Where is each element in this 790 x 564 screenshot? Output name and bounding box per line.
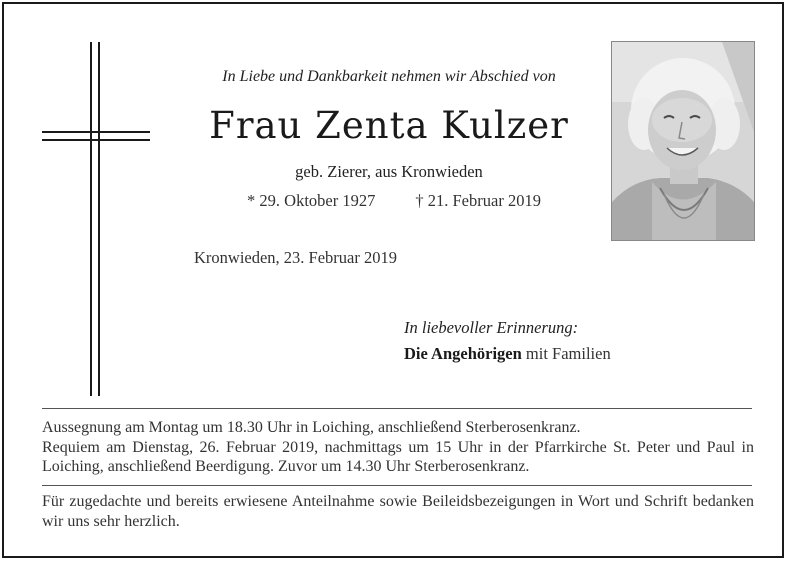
family-line [404, 344, 611, 364]
place-and-date: Kronwieden, 23. Februar 2019 [194, 248, 397, 267]
services-text [42, 418, 754, 477]
portrait-illustration [612, 42, 754, 240]
service-requiem: Requiem am Dienstag, 26. Februar 2019, nachmittags um 15 Uhr in der Pfarrkirche St. Peter und Paul in Loiching, anschließend Beerdigung. Zuvor um 14.30 Uhr Sterberosenkranz. [42, 438, 754, 475]
cross-vertical-line [90, 42, 92, 396]
portrait-photo [611, 41, 755, 241]
maiden-name: geb. Zierer, aus Kronwieden [295, 162, 483, 181]
family-bold: Die Angehörigen [404, 344, 522, 363]
family-rest: mit Familien [521, 344, 611, 363]
cross-horizontal-line [42, 139, 150, 141]
life-dates [184, 191, 604, 211]
divider-line [42, 485, 752, 486]
thanks-paragraph: Für zugedachte und bereits erwiesene Anteilnahme sowie Beileidsbezeigungen in Wort und Schrift bedanken wir uns sehr herzlich. [42, 493, 754, 530]
service-consecration: Aussegnung am Montag um 18.30 Uhr in Loiching, anschließend Sterberosenkranz. [42, 419, 581, 436]
memory-line: In liebevoller Erinnerung: [404, 318, 579, 337]
thanks-text [42, 492, 754, 531]
birth-date: * 29. Oktober 1927 [247, 191, 376, 210]
divider-line [42, 408, 752, 409]
deceased-name: Frau Zenta Kulzer [209, 104, 569, 147]
cross-horizontal-line [42, 131, 150, 133]
obituary-card [2, 2, 784, 558]
cross-vertical-line [98, 42, 100, 396]
intro-text: In Liebe und Dankbarkeit nehmen wir Abschied von [222, 68, 556, 85]
death-date: † 21. Februar 2019 [415, 191, 541, 210]
